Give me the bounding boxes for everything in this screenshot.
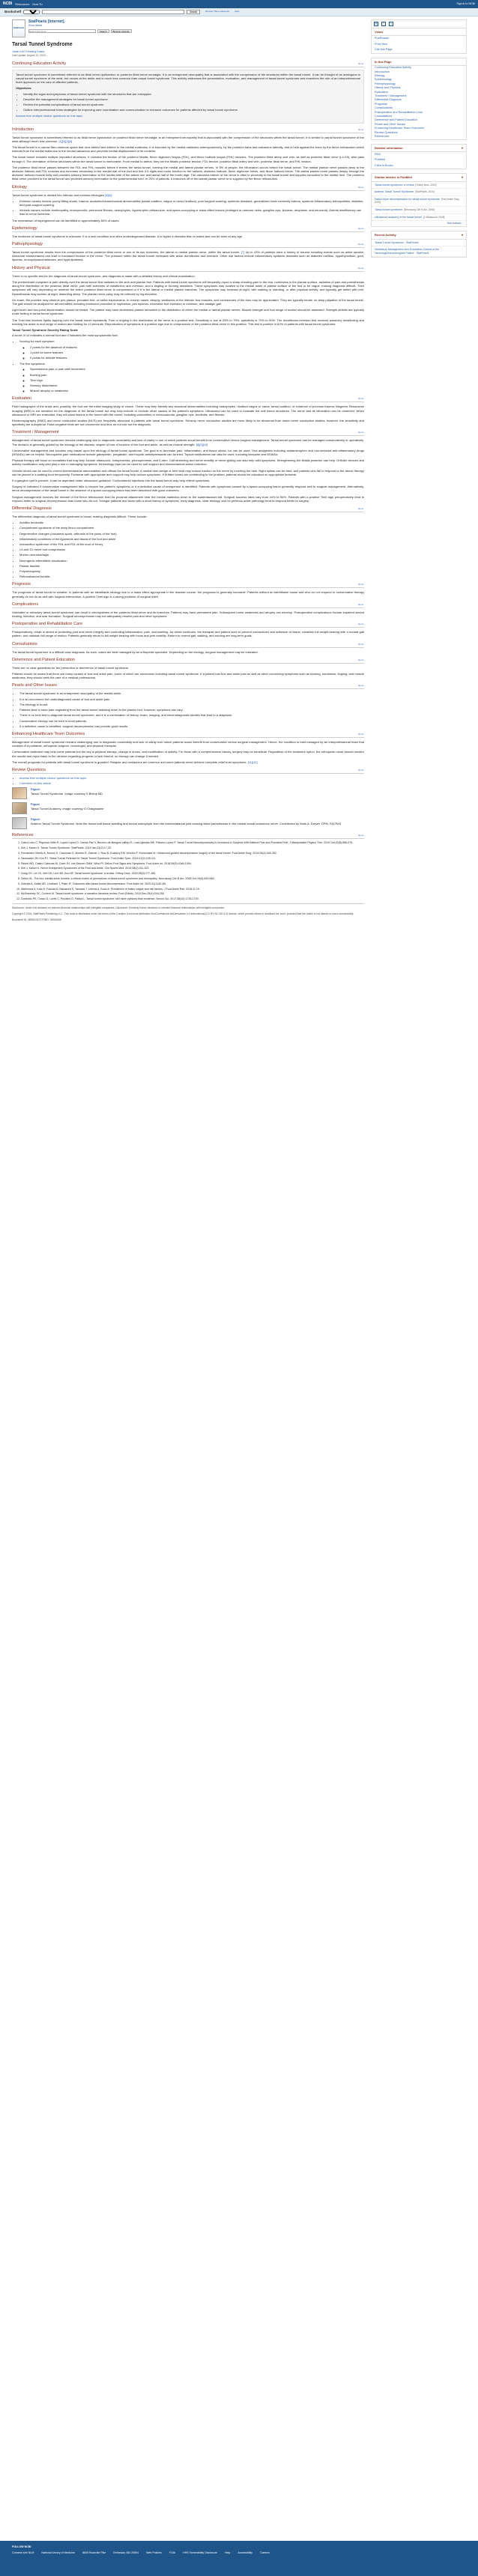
review-questions-link[interactable]: Access free multiple choice questions on this topic. (19, 775, 88, 780)
list-item (19, 339, 364, 360)
search-input[interactable] (42, 10, 184, 14)
toc-link[interactable]: Enhancing Healthcare Team Outcomes (375, 127, 424, 130)
paragraph: The prognosis of tarsal tunnel is variable. In patients with an identifiable etiology due to a mass effect appropriate in the disease course, the prognosis is generally favorable. Patients without an identifiable cause and who do not respond to conservative therapy generally do not do as well with surgical intervention. A positive Tinel sign is a strong predictor of surgical relief. (12, 590, 364, 598)
list-item (19, 362, 364, 393)
paragraph: Conservative management and success vary based upon the etiology of tarsal tunnel syndrome. The goal is to decrease pain, inflammation, and tissue stress. Ice can be used. Oral analgesics including acetaminophen and non-steroidal anti-inflammatory drugs (NSAIDs) can be helpful. Neuropathic pain medications include gabapentin, pregabalin, and tricyclic antidepressants can be tried. Topical medications can also be used, including lidocaine and NSAIDs. (12, 448, 364, 456)
paragraph (12, 250, 364, 262)
list-item: • Morton neuroma/algia (19, 553, 364, 557)
print-view-link[interactable]: Print View (375, 42, 388, 46)
recent-item (372, 240, 466, 247)
toc-heading (372, 58, 466, 66)
figure-item (12, 817, 364, 829)
list-item: • Compartment syndrome of the deep flexor compartment (19, 526, 364, 530)
paragraph: Tarsal tunnel syndrome is sometimes referred to as tibial nerve dysfunction or posterior tibial nerve neuralgia. It is an entrapment neuropathy that is associated with the compression of the structures within the tarsal tunnel. It can be thought of as analogous to carpal tunnel syndrome of the wrist, but occurs at the ankle and is much less common than carpal tunnel syndrome. This activity addresses the presentation, evaluation, and management of tarsal tunnel syndrome and examines the role of an interprofessional team approach on the care of affected patients. (16, 72, 360, 85)
toc-link[interactable]: Deterrence and Patient Education (375, 118, 417, 122)
bookshelf-id: Bookshelf ID: NBK513273 PMID: 30020645 (12, 918, 61, 922)
search-button[interactable]: Search (187, 10, 200, 14)
heading-text: Complications (12, 601, 39, 607)
paragraph: The Tinel test involves lightly tapping over the tarsal tunnel repeatedly. Pain or tingling in the distribution of the nerve is a positive test. Sensitivity is low at 25% to 75%; specificity is 70% to 90%. The dorsiflexion-eversion test involves passively dorsiflexing and everting the ankle to end range of motion and holding for 10 seconds. Reproduction of symptoms is a positive sign due to compression of the posterior tibial nerve in this position. This test is positive in 82% of patients with tarsal tunnel syndrome. (12, 318, 364, 326)
howto-menu[interactable]: How To (32, 1, 43, 6)
similar-article-link[interactable]: Tarsal tunnel syndrome. (375, 208, 404, 212)
search-bar (0, 8, 478, 16)
help-link[interactable]: Help (235, 10, 240, 13)
similar-article (372, 196, 466, 207)
paragraph: Management of tarsal tunnel syndrome remains challenging due to diagnostic uncertainty and lack of clarity over which patients would benefit from conservative versus surgical management. Hence, the condition is best managed by an interprofessional team that consists of a podiatrist, orthopedic surgeon, neurologist, and physical therapist. (12, 739, 364, 748)
similar-article (372, 214, 466, 222)
book-header (12, 19, 364, 37)
citation-link[interactable]: [8][9][10] (195, 442, 208, 446)
list-item: ◦ Spontaneous pain or pain with movement (30, 367, 364, 371)
related-link[interactable]: Cited in Books (375, 163, 393, 167)
footer-link[interactable]: Help (224, 2551, 231, 2554)
toc-link[interactable]: Pathophysiology (375, 82, 396, 85)
goto-link[interactable]: Go to: (357, 507, 364, 511)
list-item: • Plantar fasciitis (19, 564, 364, 568)
reference-item[interactable]: 8. Dellon AL. The four medial ankle tunnels: a critical review of perceptions of tarsal tunnel syndrome and neuropathy. Neurosurg Clin N Am. 2008 Oct;19(4):629-648. (21, 877, 364, 881)
ncbi-footer (0, 2541, 478, 2576)
similar-article-source: [Foot Ankle Surg. 2019] (375, 197, 460, 204)
list-item: • Polyneuropathy (19, 569, 364, 573)
paragraph: Electromyography (EMG) and nerve conduction studies (NCS) are frequently abnormal in patients with tarsal tunnel syndrome. Sensory nerve conduction studies are more likely to be abnormal than motor nerve conduction studies; however, the sensitivity and specificity are suboptimal. False-negative tests are not uncommon and thus do not rule out the diagnosis. (12, 418, 364, 427)
toc-link[interactable]: Review Questions (375, 130, 398, 134)
figure-label[interactable]: Figure (31, 787, 40, 792)
recent-activity-box (371, 231, 467, 258)
heading-text: Postoperative and Rehabilitation Care (12, 622, 83, 627)
reference-item[interactable]: 5. Rinkel WD, Castro Cabezas M, Coert JH, van Deuren GMM, Wind PI. Dellon Foot Signs and Symptoms. Foot Ankle Int. 2018;39(9):1046-1054. (21, 862, 364, 866)
paragraph-text: Up to 43% of patients have a history of trauma including events such as ankle sprains. Abnormal biomechanics can lead to increased tension in the nerve. The pressure within the tarsal tunnel increases with ankle dorsiflexion and eversion. Other risk factors include inflammatory systemic diseases such as diabetes mellitus, hypothyroidism, gout, lipomas, mucopolysaccharidoses, and hyperlipidemia. (12, 250, 364, 262)
similar-article-link[interactable]: Dellon triple decompression for tarsal tunnel syndrome. (375, 197, 441, 201)
review-list (19, 776, 364, 785)
goto-link[interactable]: Go to: (357, 658, 364, 661)
toc-link[interactable]: Continuing Education Activity (375, 66, 411, 70)
database-select[interactable] (23, 10, 40, 14)
twitter-icon[interactable]: t (389, 22, 393, 26)
goto-link[interactable]: Go to: (357, 602, 364, 606)
objectives-label: Objectives: (16, 86, 32, 91)
goto-link[interactable]: Go to: (357, 266, 364, 270)
scoring-list (30, 345, 364, 360)
paragraph: The incidence of tarsal tunnel syndrome is unknown. It is a rare condition and often underdiagnosed disease. It is higher in females than in males and can be seen at any age. (12, 234, 243, 238)
browse-contents-button[interactable]: Browse contents (111, 29, 132, 33)
paragraph-text: Tarsal tunnel syndrome is sometimes referred to as tibial nerve dysfunction or posterior tibial nerve neuralgia, is an entrapment neuropathy that is associated with the compression of the structures within the tarsal tunnel. It is similar to carpal tunnel syndrome of the wrist although much less common. (12, 135, 364, 143)
paragraph: Untreated or refractory tarsal tunnel syndrome can result in neuropathies of the posterior tibial nerve and its branches. Patients may have permanent pain. Subsequent motor weakness and atrophy can develop. Postoperative complications include impaired wound healing, infection, and scar formation. Surgical decompression may not adequately resolve pain and other symptoms. (12, 610, 364, 619)
figure-caption: Anterior Tarsal Tunnel Syndrome. Note the dorsal soft tissue swelling and dorsal osteophyte from the intermetatarsal joint causing distal paresthesias in the medial dorsal cutaneous nerve. Contributed by Mark A. Dreyer, DPM, FACFAS (31, 821, 342, 825)
footer-link[interactable]: HHS Vulnerability Disclosure (183, 2551, 217, 2554)
facebook-icon[interactable]: f (381, 22, 386, 26)
paragraph: Surgical management involves the release of the flexor retinaculum from its proximal attachment near the medial malleolus down to the sustentaculum tali. Surgical success rates vary from 44% to 96%. Patients with a positive Tinel sign preoperatively tend to respond better to surgical decompression than those who do not. Younger patients and those with a short history of symptoms, early diagnosis, clear etiology, and no previous ankle pathology tend to respond better to surgery. (12, 494, 364, 503)
footer-link[interactable]: Accessibility (238, 2551, 252, 2554)
paragraph (12, 136, 364, 143)
figure-caption: Tarsal Tunnel Anatomy. Image courtesy O Chaigasame (31, 806, 104, 810)
reference-item[interactable]: 9. Sohrabi A, Kallini AR, Leuthard T, Plate JF. Outcomes after tarsal tunnel decompression. Foot Ankle Int. 2020;41(1):82-89. (21, 882, 364, 886)
paragraph: Postoperatively, rehab is aimed at protecting joint and nerve integrity and controlling inflammation, pain, and swelling. As rehab continues, the therapist and patient work to prevent contractures and adhesion of tissue, establish full weight-bearing with a normal gait pattern, and maintain full range of motion. Patients generally return to full weight bearing with focus and joint mobility. Return to normal gait, walking, and running are long-term goals. (12, 630, 364, 638)
goto-link[interactable]: Go to: (357, 226, 364, 230)
section-heading-epidemiology (12, 226, 364, 232)
footer-link: 8600 Rockville Pike (82, 2551, 106, 2554)
ncbi-logo[interactable]: NCBI (3, 1, 13, 6)
reference-item[interactable]: 2. Kiel J, Kaiser K. Tarsal Tunnel Syndrome. StatPearls. 2019 Jan;23(2):17-20. (21, 846, 364, 850)
differential-list (19, 521, 364, 578)
paragraph: The tarsal tunnel is a narrow fibro-osseous space that runs behind and inferior to the medial malleolus. It is bounded by the medial malleolus anteroposteriorly, by the posterior talus and calcaneus laterally, and is held against the bone by the flexor retinaculum which extends from the medial malleolus to the medial calcaneus and prevents medial displacement of its contents. (12, 145, 364, 154)
goto-link[interactable]: Go to: (357, 834, 364, 837)
copyright: Copyright © 2024, StatPearls Publishing LLC. This book is distributed under the terms of the Creative Commons Attribution-NonCommercial-NoDerivatives 4.0 International (CC BY-NC-ND 4.0) license, which permits others to distribute the work, provided that the article is not altered or used commercially. (12, 912, 354, 916)
figure-thumbnail[interactable] (12, 787, 27, 799)
goto-link[interactable]: Go to: (357, 243, 364, 246)
similar-article-source: [Orthop Nurs. 2019] (415, 183, 437, 187)
cite-page-link[interactable]: Cite this Page (375, 48, 393, 52)
last-update: Last Update: August 12, 2023. (12, 53, 46, 57)
paragraph: Light touch and two-point discrimination should be tested. The patient may have diminished plantar sensation in the distribution of either the medial or lateral plantar nerves. Muscle strength and foot range of motion should be assessed. Strength deficits are typically a late finding in tarsal tunnel syndrome. (12, 308, 364, 316)
section-heading-pearls (12, 683, 364, 689)
reference-item[interactable]: 7. Hung CH, Lin YK, Wei SH, Lee HM, Kuo NF. Tarsal tunnel syndrome: a review. Orthop Nurs. 2019;38(3):177-183. (21, 872, 364, 876)
toc-link[interactable]: Pearls and Other Issues (375, 122, 405, 126)
goto-link[interactable]: Go to: (357, 732, 364, 736)
figure-item (12, 787, 364, 799)
heading-text: Epidemiology (12, 225, 37, 231)
related-info-box (371, 144, 467, 170)
toc-link[interactable]: Epidemiology (375, 78, 392, 82)
list-item: ◦ 2 points for the absence of features (30, 345, 364, 349)
etiology-list (19, 199, 364, 216)
section-heading-consultations (12, 642, 364, 648)
figure-label[interactable]: Figure (31, 817, 40, 822)
heading-text: Review Questions (12, 767, 46, 772)
heading-text: Prognosis (12, 582, 31, 587)
section-heading-treatment (12, 430, 364, 436)
article-authors[interactable]: Justin Kiel; Kimberly Kaiser. (12, 50, 46, 53)
goto-link[interactable]: Go to: (357, 127, 364, 131)
figure-text (31, 787, 103, 799)
heading-text: Treatment / Management (12, 430, 59, 435)
section-heading-differential (12, 506, 364, 512)
footer-link[interactable]: National Library of Medicine (41, 2551, 75, 2554)
list-item: • Intrinsic causes include tendinopathy, tenosynovitis, perineural fibrosis, osteophytes, hypertrophic retinaculum, and space-occupying or mass effect lesions (enlarged or varicose veins, ganglion cyst, lipomas, neoplasm, and neuroma). Arterial insufficiency can lead to nerve ischemia. (19, 208, 364, 216)
goto-link[interactable]: Go to: (357, 431, 364, 434)
list-item: • Degenerative changes (calcaneal spurs, arthrosis of the joints of the foot) (19, 532, 364, 536)
goto-link[interactable]: Go to: (357, 768, 364, 772)
list-item: • Intersection syndrome of the FHL and FDL at the knot of Henry (19, 542, 364, 546)
toc-link[interactable]: Complications (375, 106, 393, 110)
footer-link[interactable]: FOIA (169, 2551, 176, 2554)
paragraph: Conservative treatment may help some patients but the key is physical therapy, change in shoes, and modification of activity. For those with a comprehensive history, surgery may be beneficial. Regardless of the treatment option, the orthopedic nurse should monitor the results and report back to the clinician regarding progress or lack thereof, so therapy can change if needed. (12, 750, 364, 758)
toc-link[interactable]: Prognosis (375, 102, 387, 106)
paragraph: The predominant complaint is pain directly over the tarsal tunnel that radiates to the arch and plantar foot. Patients with tarsal tunnel syndrome will frequently report a sharp shooting pain in the foot, numbness in the plantar surface, radiation of pain and paresthesias along the distribution of the posterior tibial nerve, pain with extremes of dorsiflexion and eversion, and a tingling or burning sensation. These symptoms may localize to the medial ankle or plantar surface of the foot or be vague, making diagnosis difficult. Their symptoms will vary depending on whether the entire posterior tibial nerve is compressed or if it is the lateral or medial plantar branches. The symptoms may increase at night, with walking or standing, or after physical activity, and typically get better with rest. Dysesthesias may worsen at night, disturbing sleep. The plantar nerve palsy may be relieved by leg elevation. (12, 279, 364, 296)
section-heading-prognosis (12, 582, 364, 588)
paragraph-text: The overall prognosis for patients with tarsal tunnel syndrome is guarded. Relapse and remissions are common and some patients never achieve complete relief from symptoms. (12, 760, 247, 764)
related-link[interactable]: PubMed (375, 158, 386, 162)
article-title: Tarsal Tunnel Syndrome (12, 42, 73, 47)
recent-heading (372, 231, 466, 239)
chevron-down-icon[interactable]: ▾ (461, 145, 463, 150)
citation-link[interactable]: [11][12] (246, 760, 258, 764)
browse-advanced-links[interactable]: Browse Titles Advanced (205, 10, 230, 13)
reference-item[interactable]: 10. Nishimura A, Kato K, Fukuda A, Nakazora S, Yamada T, Uchida A, Sudo A. Prevalence of hallux valgus and risk factors. J Foot Ankle Res. 2018;11:19. (21, 888, 364, 891)
similar-article-source: [Neurosurg Clin N Am. 2008] (404, 208, 435, 212)
figure-label[interactable]: Figure (31, 802, 40, 807)
list-item: ◦ Burning pain (30, 373, 364, 377)
goto-link[interactable]: Go to: (357, 622, 364, 626)
section-heading-deterrence (12, 658, 364, 664)
section-heading-references (12, 833, 364, 839)
heading-text: Enhancing Healthcare Team Outcomes (12, 731, 85, 736)
free-questions-link[interactable]: Access free multiple choice questions on this topic. (16, 114, 84, 118)
similar-article (372, 189, 466, 196)
section-heading-cme (12, 61, 364, 67)
reference-item[interactable]: 3. Fernandez-Gibello A, Moroni S, Camunas G, Montes R, Zwirner J, Ruiz B, Duxbury EM, Monton F, Konschake M. Ultrasound-guided decompression surgery of the tarsal tunnel. Foot Ankle Surg. 2019;25(4):345-352. (21, 852, 364, 855)
reference-item[interactable]: 4. Zackowski JM, Kim PJ. Tarsal Tunnel Release for Tarsal Tunnel Syndrome. Foot Ankle Spec. 2019;12(2):105-111. (21, 857, 364, 861)
list-item: • Inflammatory conditions of the ligaments and fascia of the foot and ankle (19, 537, 364, 541)
heading-text: Etiology (12, 184, 27, 190)
references-list (21, 841, 364, 901)
paragraph-text: Tarsal tunnel syndrome results from the compression of the posterior tibial nerve or one of its two branches, the lateral or medial plantar nerve, within the tarsal tunnel. (12, 250, 240, 255)
goto-link[interactable]: Go to: (357, 583, 364, 587)
share-icon[interactable]: ✉ (375, 22, 378, 26)
heading-text: Deterrence and Patient Education (12, 657, 75, 662)
reference-item[interactable]: 1. Calvo-Lobo C, Piquinos-Villar R, Lopez-Lopez D, Garcia-Paz V, Becerro-de-Bengoa-Vallejo R, Losa-Iglesias ME, Palomo-Lopez P. Tarsal Tunnel Neurodynamicity Is Increased in Subjects With Midfoot Pain and Pronated Feet. J Manipulative Physiol Ther. 2019 Oct;42(8):568-575. (21, 841, 364, 845)
show-details-link[interactable]: Show details (28, 24, 43, 27)
paragraph: The tarsal tunnel includes multiple important structures. It contains the tendon of the posterior tibialis, flexor digitorum longus (FDL), and flexor hallucis longus (FHL) muscles. The posterior tibial artery and vein, as well as posterior tibial nerve (L4-S3), also pass through it. The orientation of these structures within the tarsal tunnel is memorable. From medial to lateral, they are the tibialis posterior tendon, FDL tendon, posterior tibial artery and vein, posterior tibial nerve, and FHL tendon. (12, 155, 364, 163)
related-heading (372, 145, 466, 152)
paragraph: Plain radiographs of the ankle and, possibly, the foot are the initial imaging study of choice. These may help identify any structural abnormalities including osteophytes, hindfoot valgus or varus, tarsal coalition, or evidence of previous trauma. Magnetic Resonance Imaging (MRI) is not sensitive for the diagnosis of the tarsal tunnel but may help include or exclude other causes of the patient's symptoms. Ultrasound can be used to evaluate the soft tissue structures. The nerve and its bifurcation can be observed. When ultrasound or MRI are evaluated, they will show lesions in the tunnel with the tunnel, including varicosities or neurovascular, ganglion cyst, tendinitis, and fibrosis. (12, 404, 364, 416)
paragraph: The tarsal tunnel syndrome is a difficult case diagnosis. As such, cases are best managed by an orthopedic specialist. Depending on the etiology, surgical management may be indicated. (12, 649, 258, 654)
toc-link[interactable]: Evaluation (375, 90, 388, 94)
toc-link[interactable]: Etiology (375, 74, 385, 77)
right-rail (371, 19, 467, 261)
heading-text: References (12, 833, 34, 838)
paragraph: The differential diagnosis of tarsal tunnel syndrome is broad, making diagnosis difficult. These include: (12, 515, 148, 519)
book-search-button[interactable]: Search (97, 29, 109, 33)
see-all-link[interactable]: See reviews... (447, 222, 463, 225)
goto-link[interactable]: Go to: (357, 642, 364, 646)
list-item: • Identify the signs and symptoms of tarsal tunnel syndrome with the structures that are entrapped. (23, 92, 360, 96)
objectives-list (23, 92, 360, 112)
toc-link[interactable]: References (375, 135, 390, 139)
heading-text: Pearls and Other Issues (12, 683, 58, 688)
citation-link[interactable]: [5][6]: (103, 193, 113, 197)
recent-link[interactable]: Tarsal Tunnel Syndrome - StatPearls (375, 240, 419, 244)
five-symptoms-label: The five symptoms: (19, 362, 46, 366)
paragraph-text: Tarsal tunnel syndrome is divided into intrinsic and extrinsic etiologies (12, 193, 104, 197)
similar-article (372, 207, 466, 214)
citation-link[interactable]: [1][2][3][4] (58, 139, 73, 143)
section-heading-review (12, 768, 364, 774)
list-item: ◦ 1 point for some features (30, 351, 364, 354)
book-search-input[interactable] (28, 29, 96, 33)
similar-article-source: [J Ultrasound. 2018] (423, 215, 445, 219)
list-item: • Neurogenic intermittent claudication (19, 559, 364, 563)
similar-title: Similar articles in PubMed (375, 175, 412, 180)
paragraph: A score of 10 indicates a normal foot and 0 indicates the most symptomatic foot: (12, 333, 118, 338)
goto-link[interactable]: Go to: (357, 684, 364, 688)
list-item: ◦ Tinel sign (30, 378, 364, 382)
heading-text: Introduction (12, 127, 34, 132)
footer-link[interactable]: Connect with NLM (12, 2551, 34, 2554)
paragraph (12, 193, 364, 197)
paragraph: The posterior tibial nerve passes between the FDL and FHL muscles before it enters the tarsal tunnel, forming the medial and lateral plantar nerves. In 5% of people, the bifurcation occurs before the tarsal tunnel. The medial plantar nerve passes deep to the abductor hallucis and FDL muscles and becomes secondary to the medial half of the foot and first 3.5 digits and motor function to the hallucis, abductor hallucis, flexor digitorum brevis, and flexor hallucis brevis. The lateral plantar nerve passes deeply through the abductor hallucis muscle belly and provides sensory innervation to the medial side of the lateral one and lateral half of the fourth digit. The calcaneal branch of the nerve is often in proximity to the tarsal tunnel and supplies sensation to the medial heel. The posterior tibial nerve provided to the tarsal tunnel and provides sensory innervation to the posteromedial heel. In 25% of patients, it branches off of the lateral plantar nerve or is supplied by the flexor retinaculum. (12, 165, 364, 181)
related-title: Related information (375, 145, 403, 150)
toc-link[interactable]: Introduction (375, 70, 390, 73)
list-item: • Review the potential complications of tarsal tunnel syndrome. (23, 103, 360, 106)
views-icons (372, 20, 466, 28)
list-item: • Patients tend to have pain originating from the tarsal tunnel radiating down to the plantar foot, however, symptoms can vary. (19, 708, 364, 712)
list-item: • L5 and S1 nerve root compression (19, 548, 364, 551)
heading-text: Consultations (12, 641, 37, 646)
toc-link[interactable]: Treatment / Management (375, 94, 407, 98)
views-box (371, 19, 467, 54)
goto-link[interactable]: Go to: (357, 397, 364, 401)
views-title: Views (375, 30, 384, 34)
toc-title: In this Page (375, 59, 392, 64)
scale-list (19, 339, 364, 393)
citation-link[interactable]: [7] (240, 250, 245, 255)
list-item: • It is an uncommon but underdiagnosed cause of foot and ankle pain. (19, 697, 364, 701)
follow-label: FOLLOW NCBI (12, 2545, 31, 2548)
toc-box (371, 58, 467, 140)
footer-link[interactable]: Web Policies (146, 2551, 162, 2554)
goto-link[interactable]: Go to: (357, 61, 364, 65)
section-heading-history (12, 266, 364, 272)
section-heading-etiology (12, 185, 364, 191)
toc-link[interactable]: History and Physical (375, 86, 401, 90)
heading-text: Pathophysiology (12, 242, 43, 247)
heading-text: Evaluation (12, 396, 32, 401)
paragraph-text: Management of tarsal tunnel syndrome remains challenging due to diagnostic uncertainty and lack of clarity in use of which patients would benefit from conservative versus surgical management. Tarsal tunnel syndrome can be managed conservatively or operatively. The decision is generally guided by the etiology of the disease, degree of loss of function of the foot and ankle, as well as muscle strength. (12, 438, 364, 446)
section-heading-team (12, 732, 364, 738)
list-item: • There is no best test to diagnose tarsal tunnel syndrome, and it is a combination of history, exam, imaging, and electrodiagnostic studies that lead to a diagnosis. (19, 713, 364, 717)
list-item: • If a definitive cause is identified, surgical decompression can provide good results. (19, 724, 364, 728)
goto-link[interactable]: Go to: (357, 185, 364, 189)
recent-title: Recent Activity (375, 233, 396, 237)
scale-title: Tarsal Tunnel Syndrome Severity Rating Scale (12, 327, 78, 332)
heading-text: Continuing Education Activity (12, 61, 67, 66)
book-search (28, 29, 132, 33)
list-item: ◦ 0 points for definite features (30, 356, 364, 360)
main-content (12, 19, 364, 923)
list-item: • Conservative therapy can be tried in most patients. (19, 719, 364, 723)
list-item: • Achilles tendonitis (19, 521, 364, 524)
reference-item[interactable]: 12. Doneddu PE, Coraci D, Loreti C, Piccinini G, Padua L. Tarsal tunnel syndrome: still more opinions than evidence. Neurol Sci. 2017;38(10):1735-1739. (21, 897, 364, 901)
footer-link[interactable]: Careers (259, 2551, 270, 2554)
similar-article-link[interactable]: Anterior Tarsal Tunnel Syndrome. (375, 190, 415, 194)
list-item: • Outline interprofessional team strategies for improving care coordination and communication to enhance outcomes for patients affected by tarsal tunnel syndrome. (23, 108, 360, 112)
bookshelf-label[interactable]: Bookshelf (4, 10, 22, 14)
chevron-down-icon[interactable]: ▾ (461, 175, 463, 180)
paragraph: Patients should be aware that there are many causes of foot and ankle pain, some of which are uncommon including tarsal tunnel syndrome. If a patient has foot and ankle pain as well as other concerning symptoms such as burning, numbness, tingling, and muscle weakness, they should seek the care of a medical professional. (12, 672, 364, 680)
paragraph: There are no clear guidelines for the prevention or deterrence of tarsal tunnel syndrome. (12, 665, 130, 670)
views-heading (372, 28, 466, 36)
list-item: ◦ Muscle atrophy or weakness (30, 389, 364, 393)
paragraph: The mechanism of impingement can be identified in approximately 80% of cases. (12, 218, 120, 222)
recent-link[interactable]: Ventilatory Management and Extubation Criteria of the Neurologic/Neurosurgical Patient - StatPearls (375, 248, 440, 255)
paragraph (12, 760, 364, 764)
related-link[interactable]: PMC (375, 152, 381, 156)
cme-box (12, 70, 364, 124)
comment-link[interactable]: Comment on this article. (19, 781, 52, 786)
toc-link[interactable]: Differential Diagnosis (375, 98, 402, 102)
book-cover[interactable]: StatPearls (12, 19, 25, 37)
figure-caption: Tarsal Tunnel Syndrome. Image courtesy S Bhimji MD (31, 791, 103, 795)
reference-item[interactable]: 6. Kiel J, Kaiser K. Nerve Entrapment Syndromes of the Foot and Ankle. Clin Sports Med. 2019;38(2):311-322. (21, 867, 364, 870)
ncbi-top-bar (0, 0, 478, 8)
list-item: ◦ Sensory disturbance (30, 384, 364, 387)
footer-links (12, 2551, 466, 2555)
paragraph: There is no specific test for the diagnosis of tarsal tunnel syndrome, and diagnosis is made with a detailed history and clinical examination. (12, 273, 196, 278)
toc-link[interactable]: Consultations (375, 115, 393, 118)
similar-article (372, 182, 466, 190)
footer-link: Bethesda, MD 20894 (113, 2551, 139, 2554)
section-heading-introduction (12, 127, 364, 133)
scoring-label: Scoring for each symptom (19, 339, 55, 344)
similar-articles-box (371, 173, 467, 227)
list-item: • Extrinsic causes include poorly fitting shoes, trauma, anatomic/biomechanical abnormalities (tarsal coalition, valgus or varus hindfoot), post surgical scarring, systemic diseases, generalized lower extremity edema, systemic inflammatory arthropathies, diabetes, and post-surgical scarring. (19, 199, 364, 207)
symptoms-list (30, 367, 364, 393)
figure-thumbnail[interactable] (12, 802, 27, 814)
heading-text: History and Physical (12, 265, 50, 270)
toc-link[interactable]: Postoperative and Rehabilitation Care (375, 110, 423, 114)
similar-heading (372, 174, 466, 181)
book-title[interactable]: StatPearls [Internet]. (28, 19, 65, 24)
similar-article-link[interactable]: Ultrasound anatomy of the tarsal tunnel. (375, 215, 423, 219)
section-heading-evaluation (12, 396, 364, 402)
similar-article-source: [StatPearls. 2024] (415, 190, 435, 194)
paragraph: Physical therapy will focus on modalities that may help include ultrasound, iontophoresis, phonophoresis, and E-stim. Calf stretching and nerve mobility or nerve gliding can also help with symptoms. Strengthening the tibialis posterior can help. Orthotic devices and activity modification may also play a role in managing symptoms. Kinesiology tape can be used for soft support and biomechanical stress reduction. (12, 458, 364, 467)
resources-menu[interactable]: Resources (15, 1, 30, 6)
figure-item (12, 802, 364, 814)
pearls-list (19, 691, 364, 727)
paragraph: Surgery is indicated if conservative management fails to resolve the patient's symptoms or if a definitive cause of entrapment is identified. Patients with symptoms caused by a space-occupying lesion generally respond well to surgical management. Alternatively, nerve decompression of the tarsal tunnel in the absence of a space-occupying lesion has been described with good outcomes. (12, 485, 364, 493)
section-heading-pathophysiology (12, 242, 364, 248)
figure-text (31, 817, 341, 829)
figure-text (31, 802, 104, 814)
recent-item (372, 246, 466, 257)
list-item (19, 776, 364, 780)
list-item (19, 781, 364, 785)
list-item: • Retrocalcaneal bursitis (19, 575, 364, 578)
section-heading-postoperative (12, 622, 364, 628)
list-item: • Describe the management strategies for tarsal tunnel syndrome. (23, 97, 360, 101)
list-item: • The tarsal tunnel syndrome is an entrapment neuropathy of the medial ankle. (19, 691, 364, 695)
paragraph: Orthotic shoes can be used to correct biomechanical abnormalities and offload the tarsal tunnel. A medial heel wedge or heel seat may reduce traction on the nerve by inverting the heel. Night splints can be tried, and patients who fail to respond to the above therapy can be placed in a walking boot temporarily. Footwear with appropriate arch support may help reduce symptoms. If ill-fitted shoes are contributing to the problem, patients should be educated on appropriate footwear. (12, 468, 364, 476)
heading-text: Differential Diagnosis (12, 506, 52, 512)
paragraph: On exam, the provider may observe pes planus, pronated foot, or hallux equinovarus. In chronic cases, atrophy, weakness of the intrinsic foot muscles, and contractures of the toes may be appreciated. They are typically tender on deep palpation of the tarsal tunnel. The gait should be analyzed for abnormalities including excessive pronation or supination, pes equinus, excessive foot inversion or eversion, and antalgic gait. (12, 297, 364, 306)
disclosure: Disclosure: Justin Kiel declares no relevant financial relationships with ineligible companies. Disclosure: Kimberly Kaiser declares no relevant financial relationships with ineligible companies. (12, 903, 364, 910)
similar-article-link[interactable]: Tarsal tunnel syndrome: a review. (375, 183, 415, 187)
paragraph (12, 438, 364, 446)
section-heading-complications (12, 602, 364, 608)
pubreader-link[interactable]: PubReader (375, 37, 390, 40)
paragraph: If a ganglion cyst is present, it can be aspirated under ultrasound guidance. Corticosteroid injections into the tarsal tunnel may help relieve symptoms. (12, 479, 211, 482)
list-item: • The etiology is broad. (19, 703, 364, 706)
reference-item[interactable]: 11. McSweeney SC, Cichero M. Tarsal tunnel syndrome: a narrative literature review. Foot (Edinb). 2015 Dec;25(4):244-250. (21, 892, 364, 896)
sign-in-link[interactable]: Sign in to NCBI (456, 1, 475, 5)
chevron-down-icon[interactable]: ▾ (461, 233, 463, 237)
figure-thumbnail[interactable] (12, 817, 27, 829)
